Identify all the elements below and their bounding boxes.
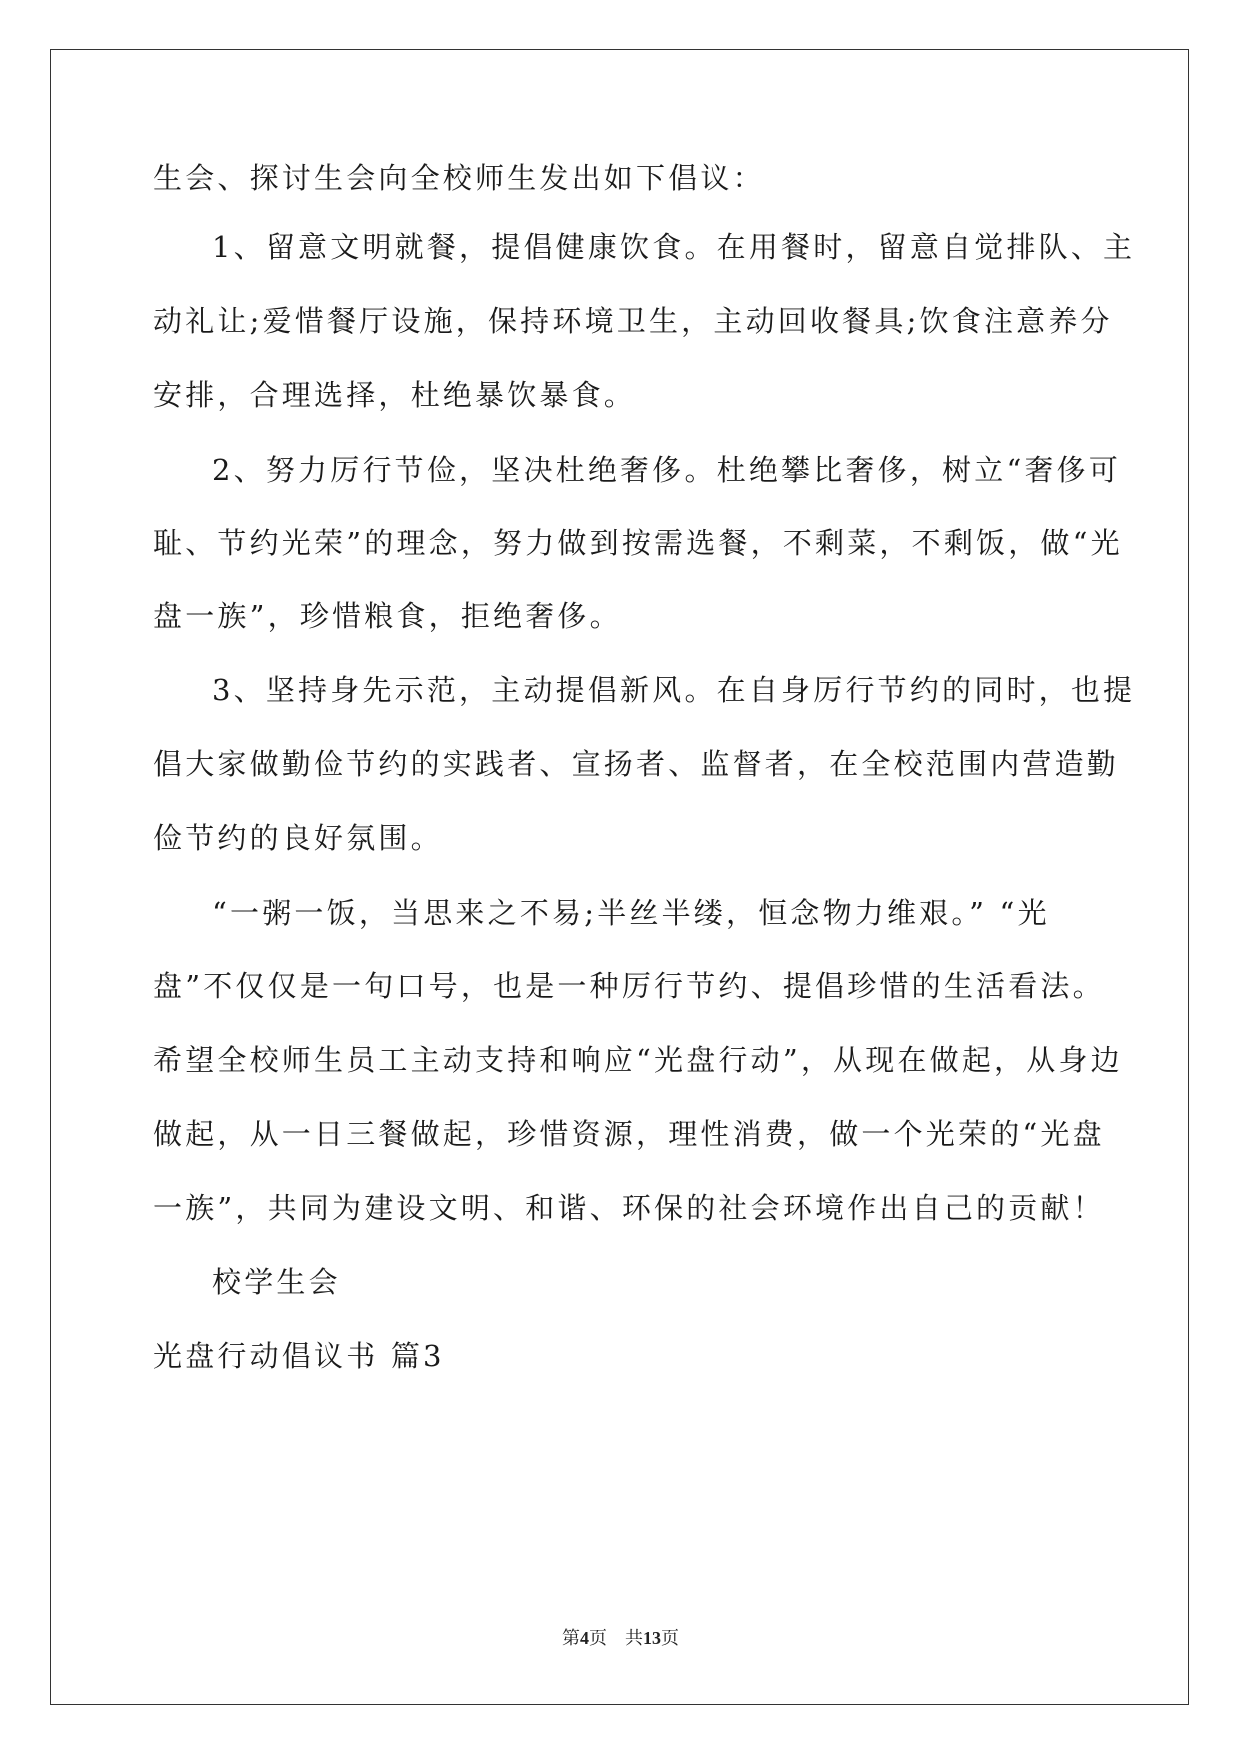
total-pages-number: 13	[643, 1628, 661, 1648]
page-border	[50, 49, 1189, 1705]
text-line-14: 做起，从一日三餐做起，珍惜资源，理性消费，做一个光荣的“光盘	[153, 1117, 1105, 1151]
text-line-6: 耻、节约光荣”的理念，努力做到按需选餐，不剩菜，不剩饭，做“光	[153, 526, 1123, 560]
footer-prefix: 第	[562, 1628, 580, 1649]
text-line-7: 盘一族”，珍惜粮食，拒绝奢侈。	[153, 599, 622, 633]
current-page-number: 4	[580, 1628, 589, 1648]
text-line-10: 俭节约的良好氛围。	[153, 821, 443, 855]
page-footer	[0, 1626, 1241, 1651]
text-line-13: 希望全校师生员工主动支持和响应“光盘行动”，从现在做起，从身边	[153, 1043, 1123, 1077]
text-line-4: 安排，合理选择，杜绝暴饮暴食。	[153, 378, 637, 412]
text-line-3: 动礼让;爱惜餐厅设施，保持环境卫生，主动回收餐具;饮食注意养分	[153, 304, 1113, 338]
text-line-11: “一粥一饭，当思来之不易;半丝半缕，恒念物力维艰。” “光	[212, 896, 1050, 930]
text-line-8: 3、坚持身先示范，主动提倡新风。在自身厉行节约的同时，也提	[212, 673, 1136, 707]
text-line-5: 2、努力厉行节俭，坚决杜绝奢侈。杜绝攀比奢侈，树立“奢侈可	[212, 453, 1122, 487]
text-line-15: 一族”，共同为建设文明、和谐、环保的社会环境作出自己的贡献！	[153, 1191, 1105, 1225]
section-heading: 光盘行动倡议书 篇3	[153, 1339, 445, 1373]
text-line-12: 盘”不仅仅是一句口号，也是一种厉行节约、提倡珍惜的生活看法。	[153, 969, 1105, 1003]
text-line-2: 1、留意文明就餐，提倡健康饮食。在用餐时，留意自觉排队、主	[212, 230, 1136, 264]
footer-suffix: 页	[661, 1628, 679, 1649]
text-line-9: 倡大家做勤俭节约的实践者、宣扬者、监督者，在全校范围内营造勤	[153, 747, 1120, 781]
signature-line: 校学生会	[212, 1265, 341, 1299]
text-line-1: 生会、探讨生会向全校师生发出如下倡议：	[153, 161, 765, 195]
footer-middle: 页 共	[589, 1628, 643, 1649]
